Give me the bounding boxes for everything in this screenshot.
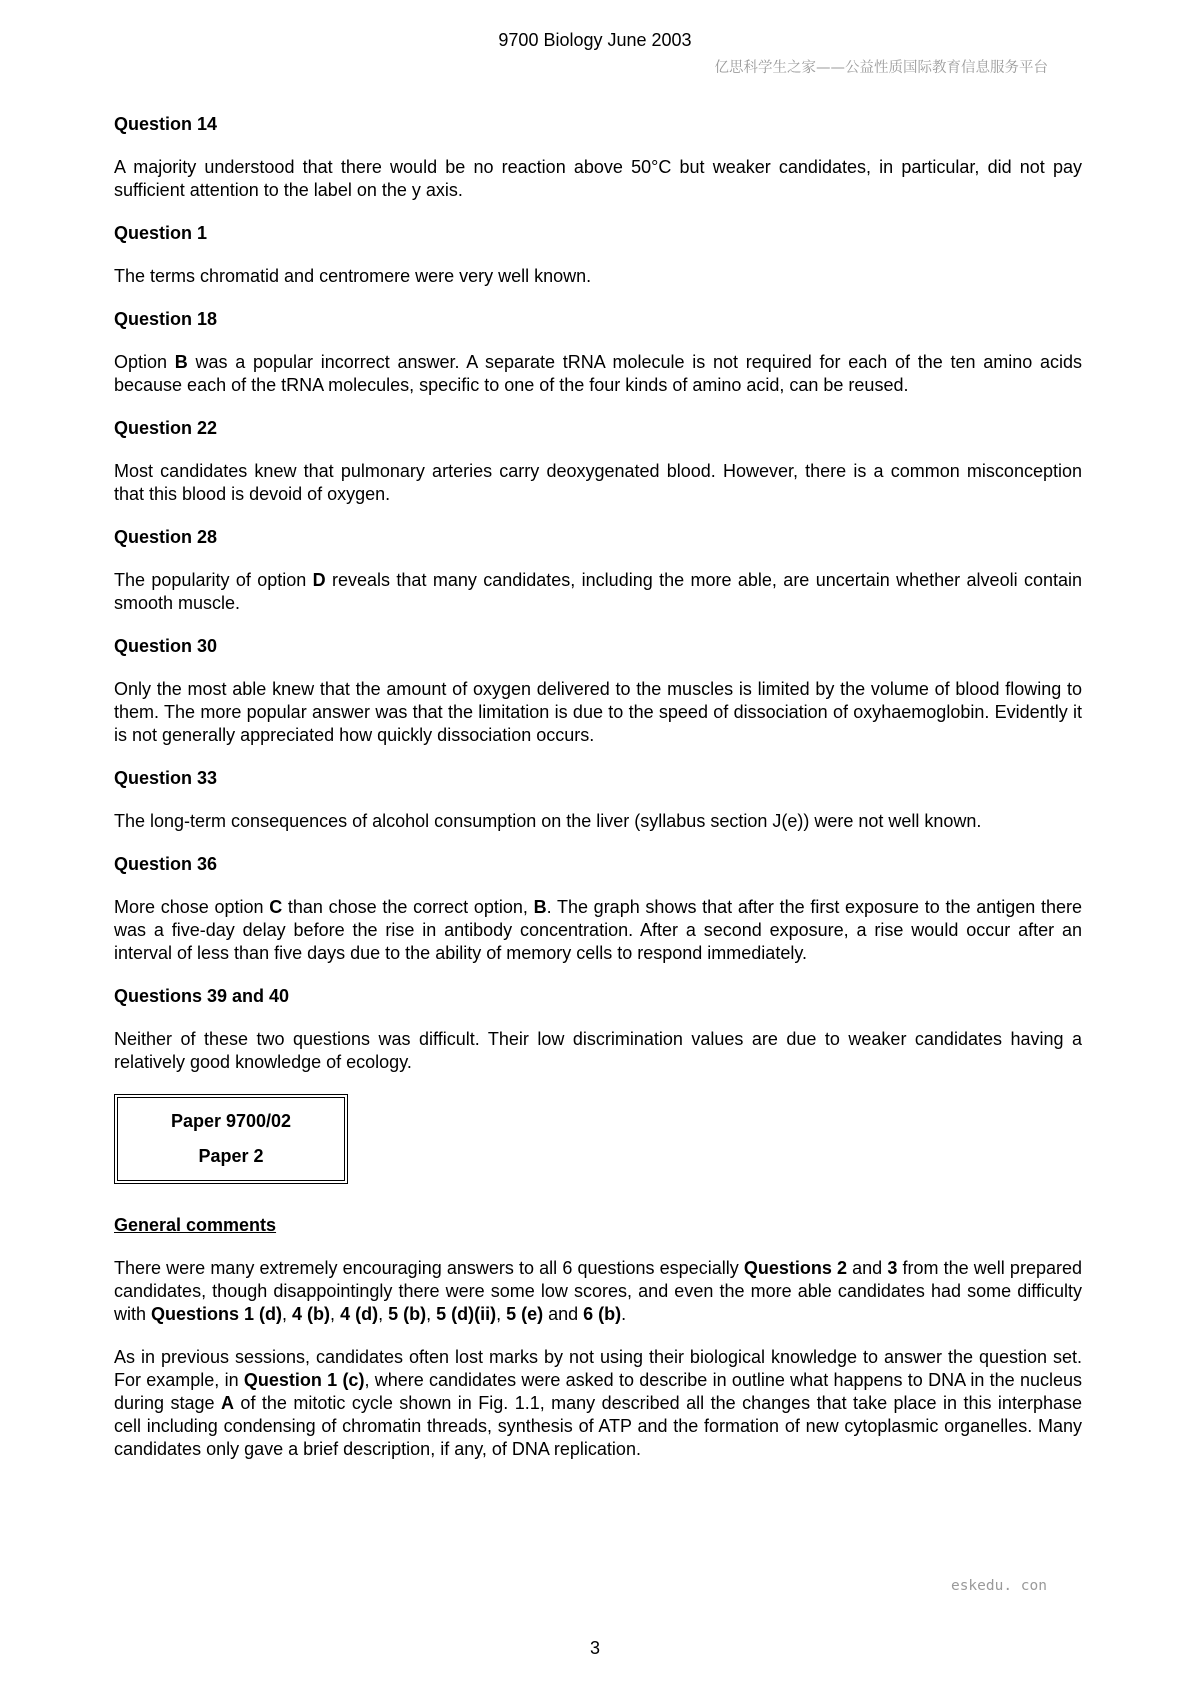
- text-run: ,: [330, 1304, 341, 1324]
- text-run: and: [543, 1304, 584, 1324]
- bold-text-run: 5 (b): [388, 1304, 427, 1324]
- paper-name: Paper 2: [198, 1146, 264, 1166]
- bold-text-run: A: [220, 1393, 234, 1413]
- text-run: than chose the correct option,: [282, 897, 534, 917]
- text-run: Neither of these two questions was difficult. Their low discrimination values are due to weaker candidates having a relatively good knowledge of ecology.: [114, 1029, 1082, 1072]
- question-comment: [114, 460, 1082, 506]
- text-run: ,: [426, 1304, 437, 1324]
- bold-text-run: 4 (d): [340, 1304, 379, 1324]
- text-run: ,: [378, 1304, 389, 1324]
- document-body: [114, 113, 1082, 1481]
- question-heading: Questions 39 and 40: [114, 986, 290, 1006]
- text-run: and: [847, 1258, 888, 1278]
- question-comment: [114, 265, 1082, 288]
- question-heading: Question 14: [114, 114, 218, 134]
- question-comment: [114, 156, 1082, 202]
- bold-text-run: 3: [887, 1258, 898, 1278]
- paper-code: Paper 9700/02: [170, 1111, 292, 1131]
- text-run: from the well prepared candidates, though disappointingly there were some low scores, and even the more able candidates had some difficulty with: [114, 1258, 1082, 1324]
- bold-text-run: Questions 1 (d): [151, 1304, 283, 1324]
- bold-text-run: 5 (d)(ii): [436, 1304, 497, 1324]
- text-run: , where candidates were asked to describe in outline what happens to DNA in the nucleus during stage: [114, 1370, 1083, 1413]
- question-list: [114, 113, 1082, 1074]
- general-comment-paragraph: [114, 1257, 1082, 1326]
- text-run: Only the most able knew that the amount of oxygen delivered to the muscles is limited by the volume of blood flowing to them. The more popular answer was that the limitation is due to the speed of dissociation of oxyhaemoglobin. Evidently it is not generally appreciated how quickly dissociation occurs.: [114, 679, 1082, 745]
- text-run: of the mitotic cycle shown in Fig. 1.1, many described all the changes that take place in this interphase cell including condensing of chromatin threads, synthesis of ATP and the formation of new cytoplasmic organelles. Many candidates only gave a brief description, if any, of DNA replication.: [114, 1393, 1082, 1459]
- paper-title-box: [114, 1094, 348, 1184]
- question-heading: Question 28: [114, 527, 218, 547]
- text-run: . The graph shows that after the first exposure to the antigen there was a five-day delay before the rise in antibody concentration. After a second exposure, a rise would occur after an interval of less than five days due to the ability of memory cells to respond immediately.: [114, 897, 1082, 963]
- question-heading: Question 18: [114, 309, 218, 329]
- text-run: Option: [114, 352, 175, 372]
- page-number: 3: [589, 1638, 600, 1658]
- text-run: A majority understood that there would be no reaction above 50°C but weaker candidates, in particular, did not pay sufficient attention to the label on the y axis.: [114, 157, 1082, 200]
- text-run: Most candidates knew that pulmonary arteries carry deoxygenated blood. However, there is a common misconception that this blood is devoid of oxygen.: [114, 461, 1082, 504]
- text-run: was a popular incorrect answer. A separate tRNA molecule is not required for each of the ten amino acids because each of the tRNA molecules, specific to one of the four kinds of amino acid, can be reused.: [114, 352, 1082, 395]
- footer-watermark: eskedu. con: [950, 1578, 1047, 1594]
- question-comment: [114, 1028, 1082, 1074]
- text-run: The popularity of option: [114, 570, 313, 590]
- bold-text-run: 6 (b): [583, 1304, 622, 1324]
- question-comment: [114, 569, 1082, 615]
- question-comment: [114, 678, 1082, 747]
- bold-text-run: Question 1 (c): [243, 1370, 365, 1390]
- text-run: ,: [496, 1304, 507, 1324]
- header-watermark: 亿思科学生之家——公益性质国际教育信息服务平台: [714, 60, 1048, 76]
- general-comments-heading: General comments: [114, 1215, 277, 1235]
- question-heading: Question 22: [114, 418, 218, 438]
- text-run: More chose option: [114, 897, 270, 917]
- text-run: ,: [282, 1304, 293, 1324]
- text-run: As in previous sessions, candidates often lost marks by not using their biological knowledge to answer the question set. For example, in: [114, 1347, 1082, 1390]
- text-run: reveals that many candidates, including the more able, are uncertain whether alveoli contain smooth muscle.: [114, 570, 1082, 613]
- general-comment-paragraph: [114, 1346, 1082, 1461]
- bold-text-run: B: [174, 352, 188, 372]
- text-run: The terms chromatid and centromere were very well known.: [114, 266, 592, 286]
- bold-text-run: 5 (e): [506, 1304, 544, 1324]
- question-heading: Question 33: [114, 768, 218, 788]
- question-heading: Question 30: [114, 636, 218, 656]
- text-run: There were many extremely encouraging answers to all 6 questions especially: [114, 1258, 744, 1278]
- question-heading: Question 1: [114, 223, 208, 243]
- general-comments-body: [114, 1257, 1082, 1461]
- question-comment: [114, 351, 1082, 397]
- question-comment: [114, 896, 1082, 965]
- page-header-title: 9700 Biology June 2003: [498, 30, 692, 50]
- text-run: .: [621, 1304, 627, 1324]
- bold-text-run: D: [312, 570, 326, 590]
- bold-text-run: C: [269, 897, 283, 917]
- bold-text-run: Questions 2: [743, 1258, 848, 1278]
- text-run: The long-term consequences of alcohol consumption on the liver (syllabus section J(e)) were not well known.: [114, 811, 982, 831]
- bold-text-run: 4 (b): [292, 1304, 331, 1324]
- question-comment: [114, 810, 1082, 833]
- question-heading: Question 36: [114, 854, 218, 874]
- bold-text-run: B: [533, 897, 547, 917]
